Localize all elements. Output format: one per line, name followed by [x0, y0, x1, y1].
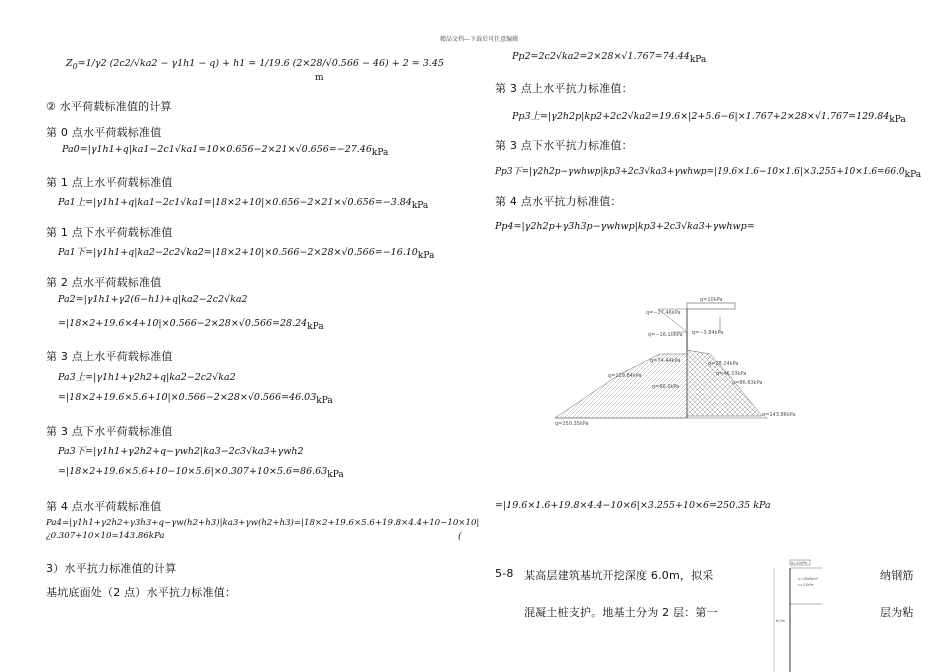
pp4-result: =|19.6×1.6+19.8×4.4−10×6|×3.255+10×6=250.35 kPa — [495, 500, 771, 511]
pile-section-figure — [760, 558, 830, 672]
page-header: 精品文档---下载后可任意编辑 — [440, 36, 519, 43]
p3-lower-formula-2: =|18×2+19.6×5.6+10−10×5.6|×0.307+10×5.6=86.63kPa — [58, 466, 344, 480]
p3-upper-heading: 第 3 点上水平荷载标准值 — [46, 350, 173, 363]
pp2-formula: Pp2=2c2√ka2=2×28×√1.767=74.44kPa — [512, 51, 707, 65]
p2-heading: 第 2 点水平荷载标准值 — [46, 276, 162, 289]
surcharge-box — [687, 303, 735, 309]
p0-heading: 第 0 点水平荷载标准值 — [46, 126, 162, 139]
label-q-66: q=66.0kPa — [652, 384, 680, 390]
label-q-143: q=143.86kPa — [762, 412, 796, 418]
pp3-upper-formula: Pp3上=|γ2h2p|kp2+2c2√ka2=19.6×|2+5.6−6|×1.767+2×28×√1.767=129.84kPa — [512, 111, 906, 125]
pressure-diagram — [550, 292, 810, 432]
label-q-27: q=−27.46kPa — [646, 310, 681, 316]
p1-lower-heading: 第 1 点下水平荷载标准值 — [46, 226, 173, 239]
base-resistance-heading: 基坑底面处（2 点）水平抗力标准值： — [46, 586, 237, 599]
mini-c: c=21kPa — [798, 583, 814, 587]
p3-upper-formula-1: Pa3上=|γ1h1+γ2h2+q|ka2−2c2√ka2 — [58, 372, 236, 383]
problem-line-2b: 层为粘 — [880, 606, 914, 619]
section-horizontal-load: ② 水平荷载标准值的计算 — [46, 100, 172, 113]
pp4-formula: Pp4=|γ2h2p+γ3h3p−γwhwp|kp3+2c3√ka3+γwhwp= — [495, 221, 755, 232]
label-q-250: q=250.35kPa — [555, 421, 589, 427]
pp3-lower-heading: 第 3 点下水平抗力标准值： — [495, 139, 633, 152]
p0-formula: Pa0=|γ1h1+q|ka1−2c1√ka1=10×0.656−2×21×√0.656=−27.46kPa — [62, 144, 389, 158]
p1-upper-heading: 第 1 点上水平荷载标准值 — [46, 176, 173, 189]
label-q-86: q=86.63kPa — [732, 380, 763, 386]
p4-formula-1: Pa4=|γ1h1+γ2h2+γ3h3+q−γw(h2+h3)|ka3+γw(h2+h3)=|18×2+19.6×5.6+19.8×4.4+10−10×10| — [46, 518, 480, 528]
problem-line-1b: 纳钢筋 — [880, 569, 914, 582]
problem-line-2a: 混凝土桩支护。地基土分为 2 层：第一 — [524, 606, 718, 619]
z0-unit: m — [315, 73, 324, 83]
mini-q: q=10kPa — [791, 561, 807, 565]
pp3-lower-formula: Pp3下=|γ2h2p−γwhwp|kp3+2c3√ka3+γwhwp=|19.6×1.6−10×1.6|×3.255+10×1.6=66.0kPa — [495, 167, 922, 180]
p1-upper-formula: Pa1上=|γ1h1+q|ka1−2c1√ka1=|18×2+10|×0.656−2×21×√0.656=−3.84kPa — [58, 197, 429, 211]
label-q-384: q=−3.84kPa — [692, 330, 724, 336]
p4-heading: 第 4 点水平荷载标准值 — [46, 500, 162, 513]
p3-upper-formula-2: =|18×2+19.6×5.6+10|×0.566−2×28×√0.566=46.03kPa — [58, 392, 333, 406]
pp3-upper-heading: 第 3 点上水平抗力标准值： — [495, 82, 633, 95]
p3-lower-formula-1: Pa3下=|γ1h1+γ2h2+q−γwh2|ka3−2c3√ka3+γwh2 — [58, 446, 304, 457]
problem-line-1a: 某高层建筑基坑开挖深度 6.0m，拟采 — [524, 569, 714, 582]
label-q-129: q=129.84kPa — [608, 373, 642, 379]
label-q-16: q=−16.10kPa — [648, 332, 683, 338]
mini-gamma: γ=18kN/m³ — [798, 577, 819, 581]
p4-formula-2: ¿0.307+10×10=143.86kPa — [46, 531, 165, 541]
problem-number: 5-8 — [495, 567, 514, 580]
label-q-74: q=74.44kPa — [650, 358, 681, 364]
label-q-28: q=28.24kPa — [708, 361, 739, 367]
p4-formula-tail: ( — [458, 532, 462, 542]
z0-formula: $Z_0=1/\gamma 2$ (2c2/√ka2 − γ1h1 − q) + h1 = 1/19.6 (2×28/√0.566 − 46) + 2 = 3.45 — [66, 58, 444, 71]
p2-formula-2: =|18×2+19.6×4+10|×0.566−2×28×√0.566=28.24kPa — [58, 318, 324, 332]
pp4-heading: 第 4 点水平抗力标准值： — [495, 195, 622, 208]
p3-lower-heading: 第 3 点下水平荷载标准值 — [46, 425, 173, 438]
p1-lower-formula: Pa1下=|γ1h1+q|ka2−2c2√ka2=|18×2+10|×0.566−2×28×√0.566=−16.10kPa — [58, 247, 435, 261]
label-q-46: q=46.03kPa — [716, 371, 747, 377]
mini-depth: 6.0m — [776, 619, 785, 623]
label-q-top: q=10kPa — [700, 297, 723, 303]
p2-formula-1: Pa2=|γ1h1+γ2(6−h1)+q|ka2−2c2√ka2 — [58, 294, 248, 305]
section-resistance: 3）水平抗力标准值的计算 — [46, 562, 177, 575]
